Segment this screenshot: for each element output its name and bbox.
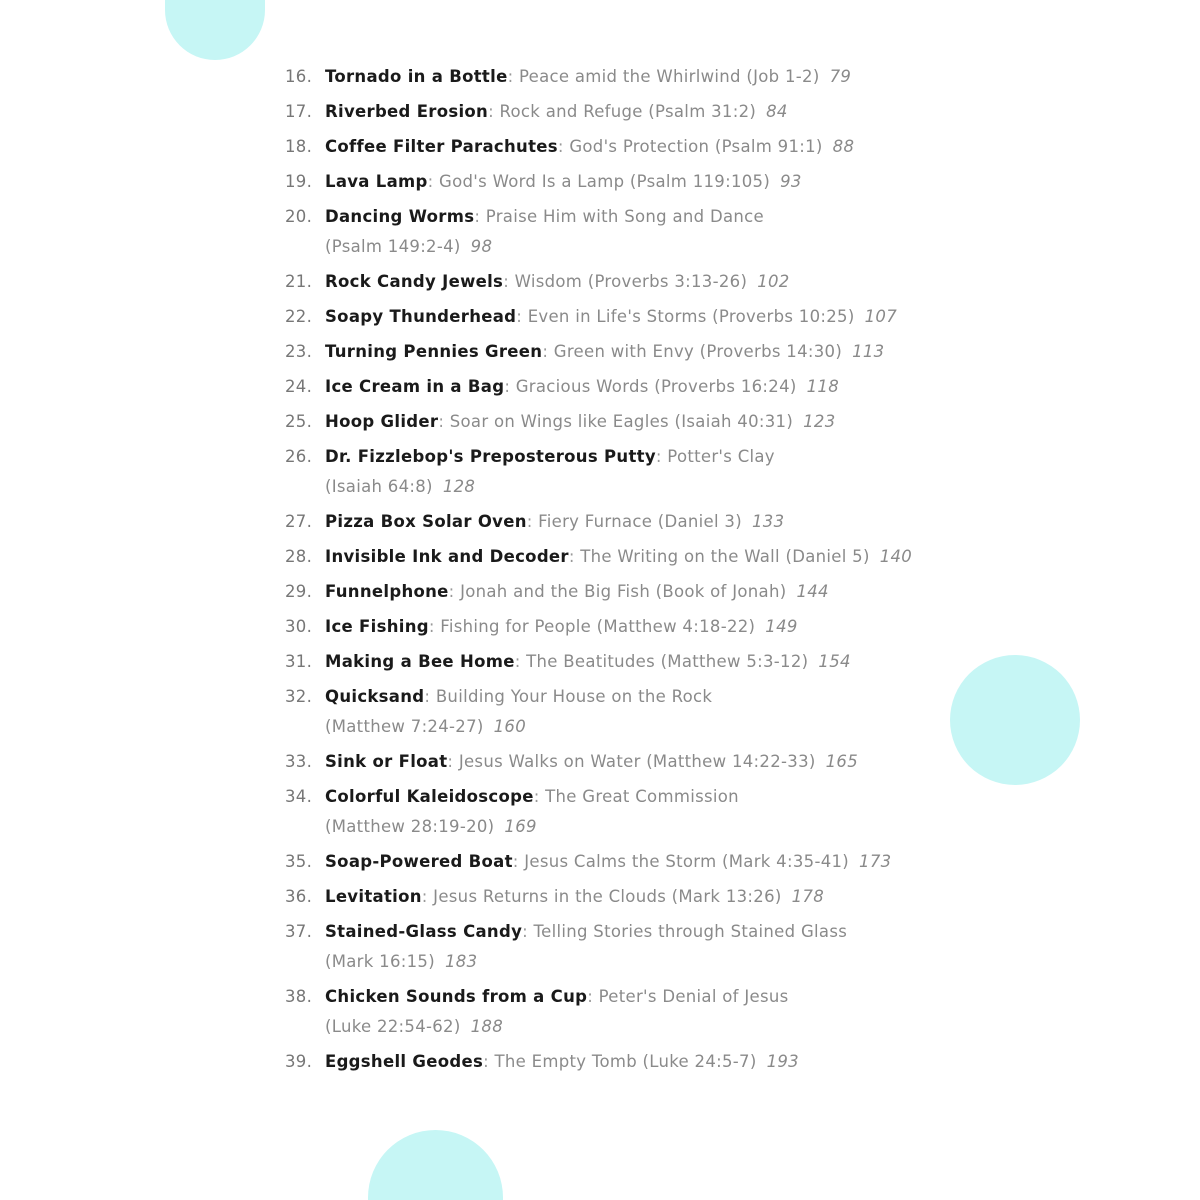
entry-title: Ice Fishing (325, 617, 429, 636)
entry-separator: : (568, 547, 581, 566)
entry-description: Fiery Furnace (Daniel 3) (538, 512, 742, 531)
entry-separator: : (427, 172, 440, 191)
entry-number: 19. (285, 172, 313, 191)
entry-page-number: 140 (879, 547, 913, 566)
toc-entry[interactable] (285, 747, 945, 777)
entry-description: Green with Envy (Proverbs 14:30) (553, 342, 843, 361)
entry-number: 35. (285, 852, 313, 871)
toc-entry[interactable] (285, 612, 945, 642)
entry-description: Soar on Wings like Eagles (Isaiah 40:31) (449, 412, 794, 431)
entry-title: Riverbed Erosion (325, 102, 489, 121)
toc-entry[interactable] (285, 647, 945, 677)
entry-page-number: 144 (796, 582, 829, 601)
toc-entry[interactable] (285, 917, 945, 977)
entry-description: The Beatitudes (Matthew 5:3-12) (526, 652, 809, 671)
entry-description: Building Your House on the Rock (435, 687, 713, 706)
entry-title: Funnelphone (325, 582, 449, 601)
toc-entry[interactable] (285, 982, 945, 1042)
entry-title: Chicken Sounds from a Cup (325, 987, 588, 1006)
entry-separator: : (542, 342, 554, 361)
entry-separator: : (516, 307, 528, 326)
decorative-circle-right (950, 655, 1080, 785)
entry-title: Soapy Thunderhead (325, 307, 517, 326)
toc-entry[interactable] (285, 337, 945, 367)
entry-reference: (Psalm 149:2-4) (325, 237, 461, 256)
entry-page-number: 84 (766, 102, 788, 121)
entry-page-number: 154 (818, 652, 851, 671)
entry-separator: : (507, 67, 519, 86)
entry-page-number: 113 (852, 342, 885, 361)
entry-description: Even in Life's Storms (Proverbs 10:25) (527, 307, 855, 326)
entry-description: Praise Him with Song and Dance (485, 207, 764, 226)
entry-separator: : (587, 987, 599, 1006)
entry-number: 17. (285, 102, 313, 121)
entry-separator: : (488, 102, 500, 121)
decorative-circle-top (165, 0, 265, 60)
entry-page-number: 173 (859, 852, 892, 871)
entry-number: 22. (285, 307, 313, 326)
entry-title: Making a Bee Home (325, 652, 515, 671)
entry-number: 33. (285, 752, 313, 771)
entry-separator: : (557, 137, 570, 156)
entry-separator: : (428, 617, 441, 636)
entry-title: Lava Lamp (325, 172, 428, 191)
entry-separator: : (522, 922, 534, 941)
entry-title: Sink or Float (325, 752, 448, 771)
toc-entry[interactable] (285, 97, 945, 127)
toc-entry[interactable] (285, 302, 945, 332)
entry-page-number: 88 (832, 137, 855, 156)
entry-number: 36. (285, 887, 313, 906)
entry-description: Potter's Clay (667, 447, 775, 466)
toc-entry[interactable] (285, 847, 945, 877)
toc-entry[interactable] (285, 542, 945, 572)
entry-number: 20. (285, 207, 313, 226)
entry-reference: (Mark 16:15) (325, 952, 435, 971)
entry-page-number: 107 (864, 307, 897, 326)
entry-number: 21. (285, 272, 313, 291)
entry-title: Quicksand (325, 687, 425, 706)
toc-entry[interactable] (285, 132, 945, 162)
entry-page-number: 183 (444, 952, 478, 971)
entry-description: Peace amid the Whirlwind (Job 1-2) (518, 67, 820, 86)
entry-description: God's Protection (Psalm 91:1) (569, 137, 823, 156)
entry-title: Rock Candy Jewels (325, 272, 504, 291)
entry-separator: : (655, 447, 668, 466)
entry-description: Wisdom (Proverbs 3:13-26) (514, 272, 748, 291)
toc-entry[interactable] (285, 782, 945, 842)
toc-entry[interactable] (285, 442, 945, 502)
entry-page-number: 128 (442, 477, 476, 496)
entry-description: God's Word Is a Lamp (Psalm 119:105) (439, 172, 771, 191)
entry-page-number: 79 (829, 67, 852, 86)
entry-description: The Great Commission (545, 787, 739, 806)
entry-title: Levitation (325, 887, 422, 906)
entry-number: 39. (285, 1052, 313, 1071)
entry-page-number: 133 (751, 512, 785, 531)
toc-entry[interactable] (285, 372, 945, 402)
table-of-contents (285, 62, 945, 1082)
entry-number: 27. (285, 512, 313, 531)
toc-entry[interactable] (285, 267, 945, 297)
toc-entry[interactable] (285, 62, 945, 92)
entry-description: Jesus Calms the Storm (Mark 4:35-41) (524, 852, 850, 871)
entry-page-number: 102 (757, 272, 790, 291)
entry-number: 16. (285, 67, 313, 86)
entry-number: 29. (285, 582, 313, 601)
entry-description: Telling Stories through Stained Glass (533, 922, 848, 941)
entry-title: Dancing Worms (325, 207, 475, 226)
entry-separator: : (474, 207, 486, 226)
entry-page-number: 160 (493, 717, 527, 736)
entry-description: Rock and Refuge (Psalm 31:2) (499, 102, 757, 121)
entry-reference: (Luke 22:54-62) (325, 1017, 461, 1036)
entry-number: 26. (285, 447, 313, 466)
entry-number: 31. (285, 652, 313, 671)
entry-separator: : (438, 412, 450, 431)
entry-number: 28. (285, 547, 313, 566)
entry-page-number: 98 (470, 237, 493, 256)
entry-title: Eggshell Geodes (325, 1052, 484, 1071)
entry-description: Peter's Denial of Jesus (598, 987, 789, 1006)
entry-separator: : (514, 652, 527, 671)
entry-number: 18. (285, 137, 313, 156)
entry-number: 30. (285, 617, 313, 636)
toc-entry[interactable] (285, 167, 945, 197)
entry-page-number: 93 (780, 172, 802, 191)
entry-separator: : (421, 887, 434, 906)
entry-title: Tornado in a Bottle (325, 67, 508, 86)
entry-page-number: 149 (765, 617, 798, 636)
toc-entry[interactable] (285, 882, 945, 912)
entry-title: Turning Pennies Green (325, 342, 543, 361)
toc-entry[interactable] (285, 682, 945, 742)
entry-page-number: 169 (504, 817, 537, 836)
entry-number: 25. (285, 412, 313, 431)
entry-separator: : (526, 512, 539, 531)
entry-page-number: 188 (470, 1017, 504, 1036)
entry-description: The Empty Tomb (Luke 24:5-7) (494, 1052, 757, 1071)
entry-separator: : (448, 582, 461, 601)
entry-page-number: 193 (766, 1052, 799, 1071)
entry-title: Colorful Kaleidoscope (325, 787, 534, 806)
entry-number: 32. (285, 687, 313, 706)
entry-number: 37. (285, 922, 313, 941)
toc-entry[interactable] (285, 202, 945, 262)
entry-title: Ice Cream in a Bag (325, 377, 505, 396)
entry-title: Hoop Glider (325, 412, 439, 431)
toc-entry[interactable] (285, 407, 945, 437)
entry-separator: : (483, 1052, 495, 1071)
entry-description: Jesus Walks on Water (Matthew 14:22-33) (458, 752, 816, 771)
entry-number: 34. (285, 787, 313, 806)
entry-separator: : (503, 272, 515, 291)
decorative-circle-bottom (368, 1130, 503, 1200)
entry-separator: : (447, 752, 459, 771)
entry-page-number: 123 (803, 412, 836, 431)
entry-page-number: 178 (791, 887, 825, 906)
entry-reference: (Matthew 7:24-27) (325, 717, 484, 736)
entry-title: Stained-Glass Candy (325, 922, 523, 941)
entry-description: The Writing on the Wall (Daniel 5) (580, 547, 870, 566)
entry-description: Gracious Words (Proverbs 16:24) (515, 377, 797, 396)
entry-title: Soap-Powered Boat (325, 852, 513, 871)
entry-number: 38. (285, 987, 313, 1006)
entry-page-number: 118 (806, 377, 840, 396)
toc-entry[interactable] (285, 1047, 945, 1077)
entry-description: Jesus Returns in the Clouds (Mark 13:26) (433, 887, 782, 906)
toc-entry[interactable] (285, 577, 945, 607)
entry-description: Jonah and the Big Fish (Book of Jonah) (460, 582, 787, 601)
entry-separator: : (504, 377, 516, 396)
entry-description: Fishing for People (Matthew 4:18-22) (440, 617, 756, 636)
entry-title: Pizza Box Solar Oven (325, 512, 527, 531)
entry-title: Coffee Filter Parachutes (325, 137, 558, 156)
entry-separator: : (512, 852, 525, 871)
entry-number: 24. (285, 377, 313, 396)
entry-number: 23. (285, 342, 313, 361)
toc-entry[interactable] (285, 507, 945, 537)
entry-reference: (Matthew 28:19-20) (325, 817, 495, 836)
entry-separator: : (424, 687, 436, 706)
entry-reference: (Isaiah 64:8) (325, 477, 433, 496)
entry-separator: : (533, 787, 546, 806)
entry-title: Dr. Fizzlebop's Preposterous Putty (325, 447, 656, 466)
entry-page-number: 165 (825, 752, 859, 771)
entry-title: Invisible Ink and Decoder (325, 547, 569, 566)
